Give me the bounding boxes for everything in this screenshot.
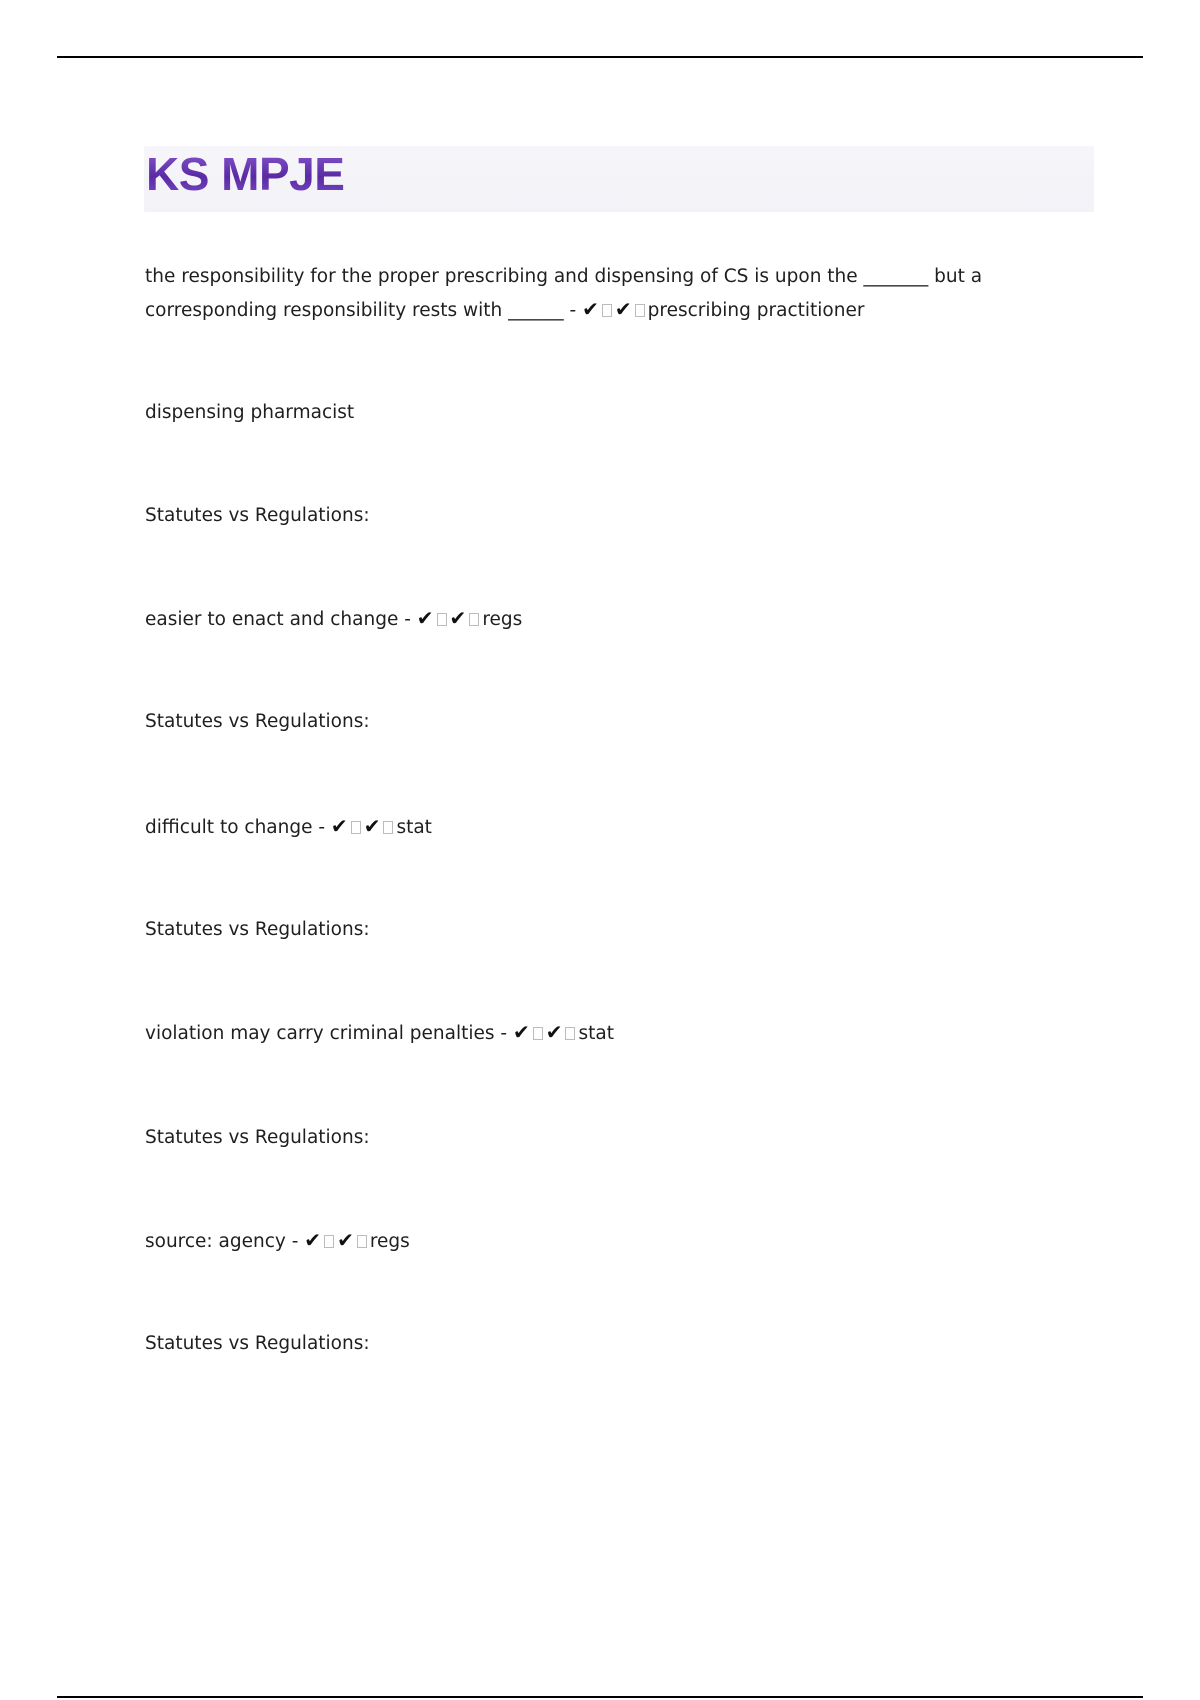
- check-icon: ✔: [337, 1228, 354, 1252]
- entry-2: [145, 499, 1105, 532]
- entry-7: [145, 1016, 1105, 1050]
- check-icon: ✔: [545, 1020, 563, 1044]
- entry-4: [145, 705, 1105, 738]
- entry-answer: regs: [369, 1231, 410, 1252]
- header-rule: [57, 56, 1143, 58]
- footer-rule: [57, 1696, 1143, 1698]
- missing-glyph-icon: [437, 613, 447, 626]
- check-icon: ✔: [416, 606, 434, 630]
- entry-question: Statutes vs Regulations:: [145, 1333, 370, 1354]
- missing-glyph-icon: [324, 1235, 334, 1248]
- entry-question: difficult to change -: [145, 817, 331, 838]
- missing-glyph-icon: [383, 821, 393, 834]
- check-icon: ✔: [582, 297, 599, 321]
- missing-glyph-icon: [533, 1027, 543, 1040]
- entry-10: [145, 1327, 1105, 1360]
- check-icon: ✔: [304, 1228, 322, 1252]
- entry-question: easier to enact and change -: [145, 609, 417, 630]
- entry-5: [145, 810, 1105, 844]
- entry-9: [145, 1224, 1105, 1258]
- missing-glyph-icon: [565, 1027, 575, 1040]
- entry-8: [145, 1121, 1105, 1154]
- entry-answer: stat: [396, 817, 432, 838]
- entry-question: the responsibility for the proper prescribing and dispensing of CS is upon the _______ but a corresponding responsibility rests with ______ -: [145, 266, 983, 321]
- entry-6: [145, 913, 1105, 946]
- check-icon: ✔: [512, 1020, 530, 1044]
- entry-answer: stat: [578, 1023, 614, 1044]
- entry-question: Statutes vs Regulations:: [145, 919, 370, 940]
- missing-glyph-icon: [351, 821, 361, 834]
- entry-question: Statutes vs Regulations:: [145, 505, 370, 526]
- check-icon: ✔: [363, 814, 381, 838]
- entry-0: [145, 260, 1105, 327]
- entry-answer: regs: [482, 609, 523, 630]
- document-title: KS MPJE: [146, 148, 345, 200]
- missing-glyph-icon: [602, 304, 612, 317]
- entry-question: Statutes vs Regulations:: [145, 1127, 370, 1148]
- missing-glyph-icon: [469, 613, 479, 626]
- entry-question: Statutes vs Regulations:: [145, 711, 370, 732]
- entry-answer: prescribing practitioner: [647, 300, 865, 321]
- missing-glyph-icon: [635, 304, 645, 317]
- missing-glyph-icon: [357, 1235, 367, 1248]
- entry-question: dispensing pharmacist: [145, 402, 355, 423]
- entry-1: [145, 396, 1105, 429]
- entry-question: violation may carry criminal penalties -: [145, 1023, 513, 1044]
- entry-3: [145, 602, 1105, 636]
- entry-question: source: agency -: [145, 1231, 305, 1252]
- check-icon: ✔: [330, 814, 348, 838]
- check-icon: ✔: [614, 297, 632, 321]
- check-icon: ✔: [449, 606, 467, 630]
